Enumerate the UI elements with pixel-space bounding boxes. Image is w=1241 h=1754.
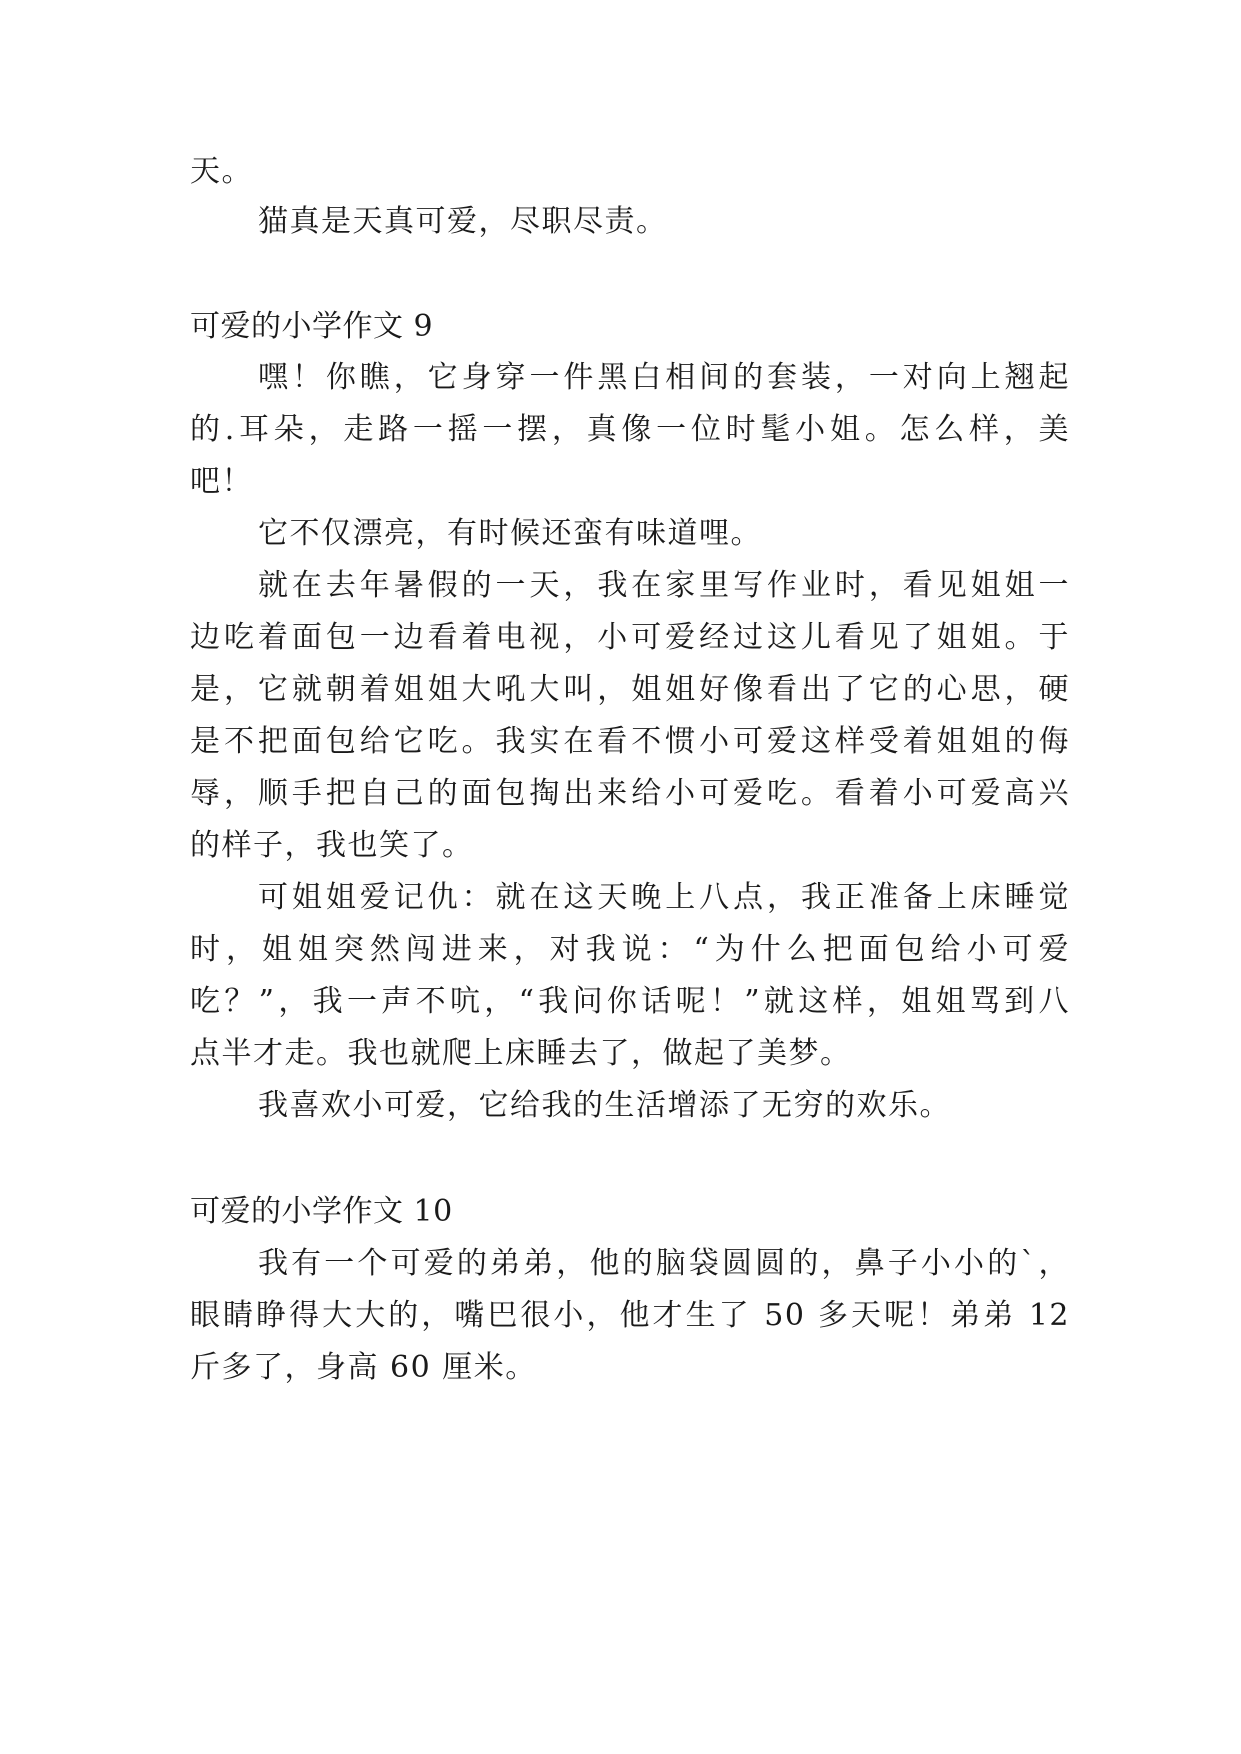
paragraph-line: 是不把面包给它吃。我实在看不惯小可爱这样受着姐姐的侮 xyxy=(190,724,1070,759)
paragraph-line: 是，它就朝着姐姐大吼大叫，姐姐好像看出了它的心思，硬 xyxy=(190,672,1070,707)
paragraph-line: 就在去年暑假的一天，我在家里写作业时，看见姐姐一 xyxy=(258,568,1070,603)
section-title: 可爱的小学作文 10 xyxy=(190,1194,453,1229)
paragraph-line: 天。 xyxy=(190,154,253,189)
paragraph-line: 眼睛睁得大大的，嘴巴很小，他才生了 50 多天呢！弟弟 12 xyxy=(190,1298,1070,1333)
paragraph-line: 时，姐姐突然闯进来，对我说：“为什么把面包给小可爱 xyxy=(190,932,1070,967)
paragraph-line: 嘿！你瞧，它身穿一件黑白相间的套装，一对向上翘起 xyxy=(258,360,1070,395)
paragraph-line: 吃？”，我一声不吭，“我问你话呢！”就这样，姐姐骂到八 xyxy=(190,984,1070,1019)
paragraph-line: 它不仅漂亮，有时候还蛮有味道哩。 xyxy=(258,516,762,551)
paragraph-line: 斤多了，身高 60 厘米。 xyxy=(190,1350,537,1385)
paragraph-line: 的样子，我也笑了。 xyxy=(190,828,474,863)
paragraph-line: 点半才走。我也就爬上床睡去了，做起了美梦。 xyxy=(190,1036,852,1071)
paragraph-line: 我有一个可爱的弟弟，他的脑袋圆圆的，鼻子小小的`， xyxy=(258,1246,1070,1281)
paragraph-line: 猫真是天真可爱，尽职尽责。 xyxy=(258,204,668,239)
paragraph-line: 可姐姐爱记仇：就在这天晚上八点，我正准备上床睡觉 xyxy=(258,880,1070,915)
section-title: 可爱的小学作文 9 xyxy=(190,309,434,344)
paragraph-line: 我喜欢小可爱，它给我的生活增添了无穷的欢乐。 xyxy=(258,1088,951,1123)
paragraph-line: 边吃着面包一边看着电视，小可爱经过这儿看见了姐姐。于 xyxy=(190,620,1070,655)
paragraph-line: 的.耳朵，走路一摇一摆，真像一位时髦小姐。怎么样，美 xyxy=(190,412,1070,447)
paragraph-line: 吧！ xyxy=(190,464,253,499)
paragraph-line: 辱，顺手把自己的面包掏出来给小可爱吃。看着小可爱高兴 xyxy=(190,776,1070,811)
